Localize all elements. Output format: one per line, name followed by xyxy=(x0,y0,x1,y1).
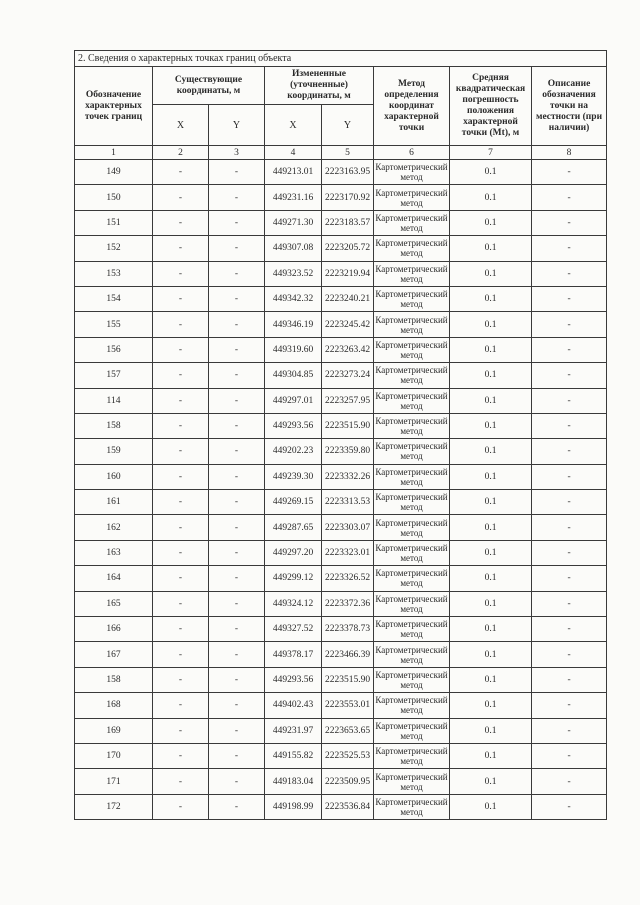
cell-method: Картометрический метод xyxy=(374,236,450,261)
column-number: 8 xyxy=(532,146,607,160)
cell-method: Картометрический метод xyxy=(374,667,450,692)
header-existing-x: X xyxy=(153,105,209,146)
cell-point: 170 xyxy=(75,743,153,768)
cell-x: 449342.32 xyxy=(265,286,322,311)
cell-accuracy: 0.1 xyxy=(450,794,532,819)
cell-existing-y: - xyxy=(209,667,265,692)
cell-y: 2223273.24 xyxy=(322,363,374,388)
table-row xyxy=(75,439,607,464)
cell-description: - xyxy=(532,413,607,438)
cell-x: 449323.52 xyxy=(265,261,322,286)
cell-point: 154 xyxy=(75,286,153,311)
section-title: 2. Сведения о характерных точках границ объекта xyxy=(75,51,607,67)
cell-accuracy: 0.1 xyxy=(450,388,532,413)
cell-existing-y: - xyxy=(209,743,265,768)
cell-y: 2223323.01 xyxy=(322,540,374,565)
cell-existing-y: - xyxy=(209,210,265,235)
cell-method: Картометрический метод xyxy=(374,286,450,311)
cell-x: 449198.99 xyxy=(265,794,322,819)
cell-x: 449239.30 xyxy=(265,464,322,489)
table-row xyxy=(75,566,607,591)
cell-x: 449402.43 xyxy=(265,693,322,718)
cell-existing-y: - xyxy=(209,515,265,540)
cell-point: 152 xyxy=(75,236,153,261)
header-changed-x: X xyxy=(265,105,322,146)
cell-existing-y: - xyxy=(209,160,265,185)
cell-method: Картометрический метод xyxy=(374,439,450,464)
table-row xyxy=(75,337,607,362)
cell-existing-y: - xyxy=(209,439,265,464)
column-number-row xyxy=(75,146,607,160)
cell-existing-y: - xyxy=(209,185,265,210)
table-row xyxy=(75,286,607,311)
cell-y: 2223170.92 xyxy=(322,185,374,210)
cell-existing-x: - xyxy=(153,210,209,235)
table-row xyxy=(75,160,607,185)
cell-method: Картометрический метод xyxy=(374,591,450,616)
cell-point: 151 xyxy=(75,210,153,235)
cell-description: - xyxy=(532,312,607,337)
cell-method: Картометрический метод xyxy=(374,363,450,388)
cell-x: 449213.01 xyxy=(265,160,322,185)
cell-accuracy: 0.1 xyxy=(450,363,532,388)
cell-y: 2223653.65 xyxy=(322,718,374,743)
cell-y: 2223219.94 xyxy=(322,261,374,286)
cell-existing-y: - xyxy=(209,388,265,413)
cell-method: Картометрический метод xyxy=(374,515,450,540)
table-row xyxy=(75,312,607,337)
cell-point: 114 xyxy=(75,388,153,413)
cell-point: 163 xyxy=(75,540,153,565)
cell-existing-y: - xyxy=(209,413,265,438)
cell-method: Картометрический метод xyxy=(374,261,450,286)
cell-description: - xyxy=(532,642,607,667)
cell-x: 449297.01 xyxy=(265,388,322,413)
cell-existing-y: - xyxy=(209,693,265,718)
cell-description: - xyxy=(532,743,607,768)
cell-existing-x: - xyxy=(153,312,209,337)
cell-description: - xyxy=(532,617,607,642)
cell-point: 172 xyxy=(75,794,153,819)
cell-method: Картометрический метод xyxy=(374,210,450,235)
cell-description: - xyxy=(532,439,607,464)
cell-accuracy: 0.1 xyxy=(450,769,532,794)
cell-existing-x: - xyxy=(153,515,209,540)
cell-existing-x: - xyxy=(153,363,209,388)
table-row xyxy=(75,464,607,489)
cell-y: 2223240.21 xyxy=(322,286,374,311)
table-row xyxy=(75,388,607,413)
cell-x: 449269.15 xyxy=(265,490,322,515)
cell-point: 159 xyxy=(75,439,153,464)
column-number: 2 xyxy=(153,146,209,160)
cell-description: - xyxy=(532,337,607,362)
header-changed: Измененные (уточненные) координаты, м xyxy=(265,67,374,105)
cell-accuracy: 0.1 xyxy=(450,210,532,235)
cell-existing-x: - xyxy=(153,769,209,794)
cell-accuracy: 0.1 xyxy=(450,413,532,438)
cell-accuracy: 0.1 xyxy=(450,185,532,210)
cell-point: 167 xyxy=(75,642,153,667)
table-row xyxy=(75,769,607,794)
cell-existing-x: - xyxy=(153,743,209,768)
cell-point: 158 xyxy=(75,667,153,692)
cell-existing-x: - xyxy=(153,439,209,464)
cell-method: Картометрический метод xyxy=(374,794,450,819)
header-method: Метод определения координат характерной точки xyxy=(374,67,450,146)
cell-x: 449304.85 xyxy=(265,363,322,388)
cell-existing-y: - xyxy=(209,566,265,591)
cell-y: 2223509.95 xyxy=(322,769,374,794)
cell-existing-y: - xyxy=(209,642,265,667)
cell-existing-x: - xyxy=(153,642,209,667)
cell-accuracy: 0.1 xyxy=(450,337,532,362)
cell-y: 2223245.42 xyxy=(322,312,374,337)
cell-accuracy: 0.1 xyxy=(450,490,532,515)
cell-point: 156 xyxy=(75,337,153,362)
cell-x: 449231.16 xyxy=(265,185,322,210)
cell-x: 449307.08 xyxy=(265,236,322,261)
cell-y: 2223183.57 xyxy=(322,210,374,235)
column-number: 1 xyxy=(75,146,153,160)
cell-x: 449346.19 xyxy=(265,312,322,337)
table-row xyxy=(75,667,607,692)
cell-existing-x: - xyxy=(153,388,209,413)
cell-x: 449271.30 xyxy=(265,210,322,235)
cell-point: 155 xyxy=(75,312,153,337)
cell-y: 2223378.73 xyxy=(322,617,374,642)
cell-description: - xyxy=(532,236,607,261)
table-row xyxy=(75,413,607,438)
table-row xyxy=(75,185,607,210)
cell-description: - xyxy=(532,566,607,591)
cell-x: 449293.56 xyxy=(265,667,322,692)
cell-accuracy: 0.1 xyxy=(450,667,532,692)
cell-y: 2223553.01 xyxy=(322,693,374,718)
header-description: Описание обозначения точки на местности (при наличии) xyxy=(532,67,607,146)
cell-description: - xyxy=(532,464,607,489)
cell-existing-x: - xyxy=(153,490,209,515)
cell-method: Картометрический метод xyxy=(374,490,450,515)
cell-description: - xyxy=(532,210,607,235)
cell-y: 2223515.90 xyxy=(322,413,374,438)
cell-description: - xyxy=(532,515,607,540)
cell-x: 449378.17 xyxy=(265,642,322,667)
cell-description: - xyxy=(532,490,607,515)
cell-description: - xyxy=(532,794,607,819)
cell-existing-y: - xyxy=(209,337,265,362)
cell-method: Картометрический метод xyxy=(374,388,450,413)
cell-point: 169 xyxy=(75,718,153,743)
cell-y: 2223163.95 xyxy=(322,160,374,185)
cell-method: Картометрический метод xyxy=(374,312,450,337)
header-accuracy: Средняя квадратическая погрешность положения характерной точки (Mt), м xyxy=(450,67,532,146)
table-row xyxy=(75,363,607,388)
cell-description: - xyxy=(532,718,607,743)
cell-point: 157 xyxy=(75,363,153,388)
cell-x: 449202.23 xyxy=(265,439,322,464)
cell-method: Картометрический метод xyxy=(374,464,450,489)
cell-description: - xyxy=(532,185,607,210)
cell-method: Картометрический метод xyxy=(374,642,450,667)
header-point: Обозначение характерных точек границ xyxy=(75,67,153,146)
cell-accuracy: 0.1 xyxy=(450,718,532,743)
cell-description: - xyxy=(532,667,607,692)
cell-existing-x: - xyxy=(153,160,209,185)
cell-point: 160 xyxy=(75,464,153,489)
cell-existing-x: - xyxy=(153,286,209,311)
header-changed-y: Y xyxy=(322,105,374,146)
cell-accuracy: 0.1 xyxy=(450,642,532,667)
cell-existing-x: - xyxy=(153,718,209,743)
cell-existing-y: - xyxy=(209,286,265,311)
cell-accuracy: 0.1 xyxy=(450,464,532,489)
cell-point: 165 xyxy=(75,591,153,616)
cell-point: 166 xyxy=(75,617,153,642)
cell-point: 162 xyxy=(75,515,153,540)
cell-accuracy: 0.1 xyxy=(450,743,532,768)
cell-accuracy: 0.1 xyxy=(450,515,532,540)
cell-description: - xyxy=(532,388,607,413)
cell-x: 449287.65 xyxy=(265,515,322,540)
cell-existing-x: - xyxy=(153,566,209,591)
cell-existing-y: - xyxy=(209,769,265,794)
cell-accuracy: 0.1 xyxy=(450,160,532,185)
table-row xyxy=(75,261,607,286)
table-row xyxy=(75,515,607,540)
cell-accuracy: 0.1 xyxy=(450,693,532,718)
cell-point: 161 xyxy=(75,490,153,515)
cell-method: Картометрический метод xyxy=(374,617,450,642)
cell-point: 149 xyxy=(75,160,153,185)
cell-accuracy: 0.1 xyxy=(450,286,532,311)
cell-existing-y: - xyxy=(209,718,265,743)
cell-description: - xyxy=(532,540,607,565)
table-row xyxy=(75,743,607,768)
table-row xyxy=(75,490,607,515)
table-row xyxy=(75,236,607,261)
cell-y: 2223313.53 xyxy=(322,490,374,515)
table-row xyxy=(75,718,607,743)
cell-accuracy: 0.1 xyxy=(450,439,532,464)
table-row xyxy=(75,210,607,235)
cell-existing-y: - xyxy=(209,464,265,489)
cell-method: Картометрический метод xyxy=(374,185,450,210)
cell-y: 2223257.95 xyxy=(322,388,374,413)
cell-existing-x: - xyxy=(153,464,209,489)
cell-description: - xyxy=(532,363,607,388)
cell-accuracy: 0.1 xyxy=(450,312,532,337)
cell-method: Картометрический метод xyxy=(374,160,450,185)
cell-existing-x: - xyxy=(153,667,209,692)
cell-method: Картометрический метод xyxy=(374,743,450,768)
cell-y: 2223359.80 xyxy=(322,439,374,464)
table-row xyxy=(75,794,607,819)
cell-description: - xyxy=(532,591,607,616)
cell-existing-x: - xyxy=(153,693,209,718)
cell-existing-x: - xyxy=(153,185,209,210)
cell-y: 2223263.42 xyxy=(322,337,374,362)
cell-y: 2223536.84 xyxy=(322,794,374,819)
cell-point: 168 xyxy=(75,693,153,718)
cell-existing-x: - xyxy=(153,794,209,819)
cell-accuracy: 0.1 xyxy=(450,566,532,591)
cell-existing-y: - xyxy=(209,363,265,388)
table-body xyxy=(75,160,607,820)
cell-point: 164 xyxy=(75,566,153,591)
table-row xyxy=(75,540,607,565)
cell-existing-y: - xyxy=(209,591,265,616)
table-row xyxy=(75,642,607,667)
cell-description: - xyxy=(532,693,607,718)
cell-x: 449319.60 xyxy=(265,337,322,362)
cell-existing-y: - xyxy=(209,236,265,261)
cell-point: 158 xyxy=(75,413,153,438)
cell-method: Картометрический метод xyxy=(374,337,450,362)
cell-method: Картометрический метод xyxy=(374,540,450,565)
cell-description: - xyxy=(532,286,607,311)
cell-x: 449293.56 xyxy=(265,413,322,438)
cell-y: 2223326.52 xyxy=(322,566,374,591)
cell-accuracy: 0.1 xyxy=(450,617,532,642)
cell-accuracy: 0.1 xyxy=(450,236,532,261)
cell-x: 449297.20 xyxy=(265,540,322,565)
cell-existing-y: - xyxy=(209,261,265,286)
header-existing: Существующие координаты, м xyxy=(153,67,265,105)
cell-y: 2223303.07 xyxy=(322,515,374,540)
cell-existing-x: - xyxy=(153,337,209,362)
cell-y: 2223466.39 xyxy=(322,642,374,667)
cell-existing-y: - xyxy=(209,794,265,819)
cell-accuracy: 0.1 xyxy=(450,540,532,565)
cell-x: 449155.82 xyxy=(265,743,322,768)
cell-x: 449231.97 xyxy=(265,718,322,743)
cell-x: 449324.12 xyxy=(265,591,322,616)
cell-existing-x: - xyxy=(153,591,209,616)
column-number: 5 xyxy=(322,146,374,160)
cell-point: 171 xyxy=(75,769,153,794)
column-number: 4 xyxy=(265,146,322,160)
cell-accuracy: 0.1 xyxy=(450,591,532,616)
cell-method: Картометрический метод xyxy=(374,769,450,794)
cell-y: 2223372.36 xyxy=(322,591,374,616)
cell-existing-y: - xyxy=(209,490,265,515)
cell-point: 150 xyxy=(75,185,153,210)
cell-description: - xyxy=(532,261,607,286)
column-number: 7 xyxy=(450,146,532,160)
cell-existing-y: - xyxy=(209,540,265,565)
cell-point: 153 xyxy=(75,261,153,286)
cell-x: 449183.04 xyxy=(265,769,322,794)
table-row xyxy=(75,591,607,616)
cell-existing-x: - xyxy=(153,261,209,286)
cell-y: 2223525.53 xyxy=(322,743,374,768)
header-existing-y: Y xyxy=(209,105,265,146)
table-row xyxy=(75,693,607,718)
cell-method: Картометрический метод xyxy=(374,566,450,591)
column-number: 3 xyxy=(209,146,265,160)
cell-x: 449299.12 xyxy=(265,566,322,591)
boundary-points-table xyxy=(74,50,607,820)
cell-y: 2223205.72 xyxy=(322,236,374,261)
cell-description: - xyxy=(532,160,607,185)
cell-description: - xyxy=(532,769,607,794)
cell-existing-y: - xyxy=(209,312,265,337)
table-row xyxy=(75,617,607,642)
cell-existing-x: - xyxy=(153,236,209,261)
cell-existing-x: - xyxy=(153,540,209,565)
cell-existing-x: - xyxy=(153,413,209,438)
cell-existing-y: - xyxy=(209,617,265,642)
cell-method: Картометрический метод xyxy=(374,693,450,718)
column-number: 6 xyxy=(374,146,450,160)
cell-y: 2223515.90 xyxy=(322,667,374,692)
cell-method: Картометрический метод xyxy=(374,413,450,438)
cell-y: 2223332.26 xyxy=(322,464,374,489)
cell-accuracy: 0.1 xyxy=(450,261,532,286)
cell-x: 449327.52 xyxy=(265,617,322,642)
cell-existing-x: - xyxy=(153,617,209,642)
cell-method: Картометрический метод xyxy=(374,718,450,743)
